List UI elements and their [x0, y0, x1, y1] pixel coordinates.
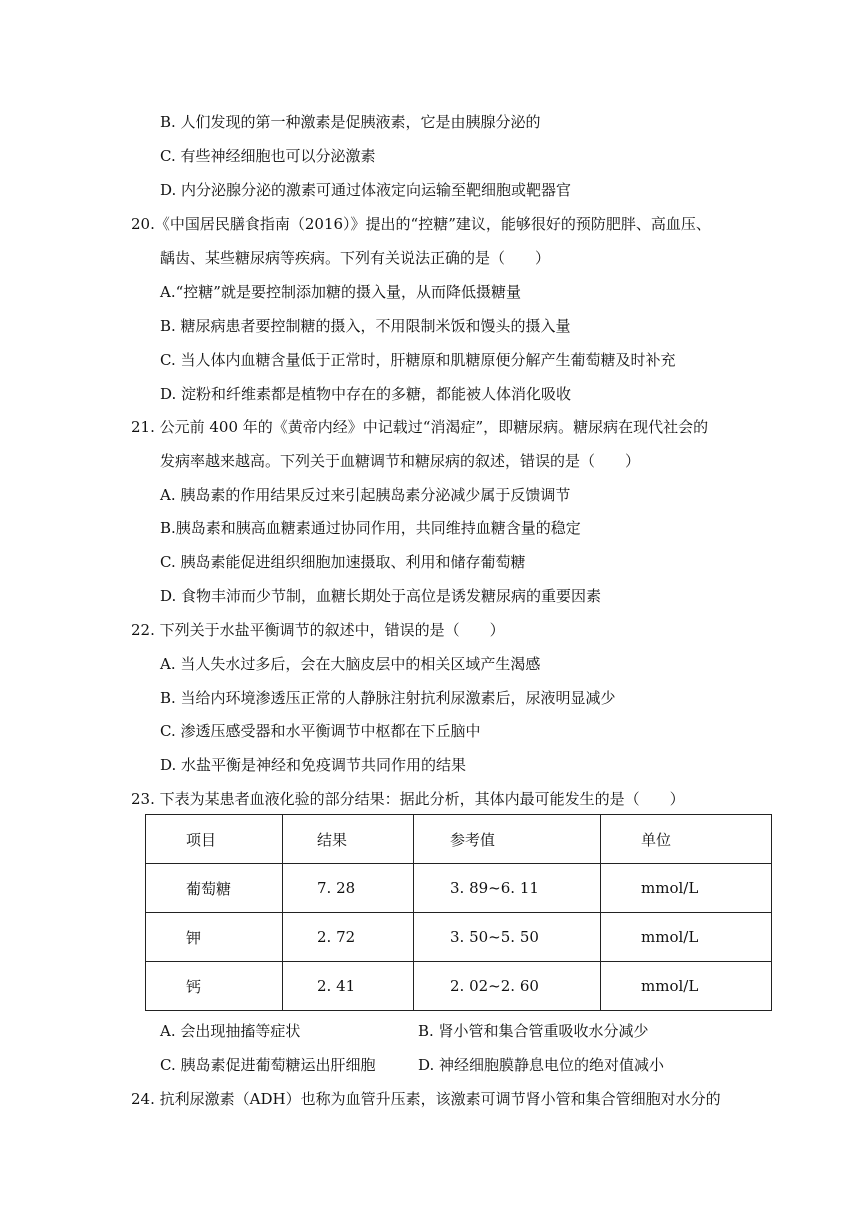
- table-cell: mmol/L: [601, 864, 772, 913]
- q23-option-c: C. 胰岛素促进葡萄糖运出肝细胞: [160, 1056, 376, 1074]
- table-row: [146, 962, 772, 1011]
- table-cell: mmol/L: [601, 913, 772, 962]
- q20-stem-line2: 龋齿、某些糖尿病等疾病。下列有关说法正确的是（ ）: [160, 249, 551, 267]
- q22-option-b: B. 当给内环境渗透压正常的人静脉注射抗利尿激素后，尿液明显减少: [160, 689, 616, 707]
- q22-option-d: D. 水盐平衡是神经和免疫调节共同作用的结果: [160, 756, 467, 774]
- q21-option-a: A. 胰岛素的作用结果反过来引起胰岛素分泌减少属于反馈调节: [160, 486, 571, 504]
- table-row: [146, 913, 772, 962]
- table-cell: mmol/L: [601, 962, 772, 1011]
- q24-stem-line1: 24. 抗利尿激素（ADH）也称为血管升压素，该激素可调节肾小管和集合管细胞对水分的: [131, 1090, 721, 1108]
- lab-results-table: [145, 814, 772, 1011]
- q23-stem-line1: 23. 下表为某患者血液化验的部分结果：据此分析，其体内最可能发生的是（ ）: [131, 790, 685, 808]
- q23-option-d: D. 神经细胞膜静息电位的绝对值减小: [418, 1056, 665, 1074]
- q23-option-b: B. 肾小管和集合管重吸收水分减少: [418, 1022, 649, 1040]
- table-header-cell: 结果: [283, 815, 414, 864]
- table-cell: 2. 41: [283, 962, 414, 1011]
- q20-option-c: C. 当人体内血糖含量低于正常时，肝糖原和肌糖原便分解产生葡萄糖及时补充: [160, 351, 676, 369]
- q19-option-c: C. 有些神经细胞也可以分泌激素: [160, 147, 376, 165]
- table-cell: 2. 02~2. 60: [414, 962, 601, 1011]
- table-cell: 钙: [146, 962, 283, 1011]
- table-row: [146, 864, 772, 913]
- q21-stem-line1: 21. 公元前 400 年的《黄帝内经》中记载过“消渴症”，即糖尿病。糖尿病在现代社会的: [131, 418, 709, 436]
- q22-stem-line1: 22. 下列关于水盐平衡调节的叙述中，错误的是（ ）: [131, 621, 505, 639]
- q20-option-b: B. 糖尿病患者要控制糖的摄入，不用限制米饭和馒头的摄入量: [160, 317, 571, 335]
- q20-stem-line1: 20.《中国居民膳食指南（2016）》提出的“控糖”建议，能够很好的预防肥胖、高血压、: [131, 215, 711, 233]
- table-header-row: [146, 815, 772, 864]
- table-cell: 2. 72: [283, 913, 414, 962]
- table-header-cell: 参考值: [414, 815, 601, 864]
- table-header-cell: 单位: [601, 815, 772, 864]
- q21-stem-line2: 发病率越来越高。下列关于血糖调节和糖尿病的叙述，错误的是（ ）: [160, 452, 641, 470]
- q19-option-d: D. 内分泌腺分泌的激素可通过体液定向运输至靶细胞或靶器官: [160, 181, 572, 199]
- q20-option-d: D. 淀粉和纤维素都是植物中存在的多糖，都能被人体消化吸收: [160, 385, 572, 403]
- q22-option-a: A. 当人失水过多后，会在大脑皮层中的相关区域产生渴感: [160, 655, 541, 673]
- table-cell: 7. 28: [283, 864, 414, 913]
- table-cell: 3. 50~5. 50: [414, 913, 601, 962]
- q21-option-d: D. 食物丰沛而少节制，血糖长期处于高位是诱发糖尿病的重要因素: [160, 587, 602, 605]
- q21-option-c: C. 胰岛素能促进组织细胞加速摄取、利用和储存葡萄糖: [160, 553, 526, 571]
- table-cell: 3. 89~6. 11: [414, 864, 601, 913]
- table-cell: 葡萄糖: [146, 864, 283, 913]
- q22-option-c: C. 渗透压感受器和水平衡调节中枢都在下丘脑中: [160, 722, 481, 740]
- table-header-cell: 项目: [146, 815, 283, 864]
- q21-option-b: B.胰岛素和胰高血糖素通过协同作用，共同维持血糖含量的稳定: [160, 519, 581, 537]
- q20-option-a: A.“控糖”就是要控制添加糖的摄入量，从而降低摄糖量: [160, 283, 521, 301]
- q23-option-a: A. 会出现抽搐等症状: [160, 1022, 301, 1040]
- q19-option-b: B. 人们发现的第一种激素是促胰液素，它是由胰腺分泌的: [160, 113, 541, 131]
- table-cell: 钾: [146, 913, 283, 962]
